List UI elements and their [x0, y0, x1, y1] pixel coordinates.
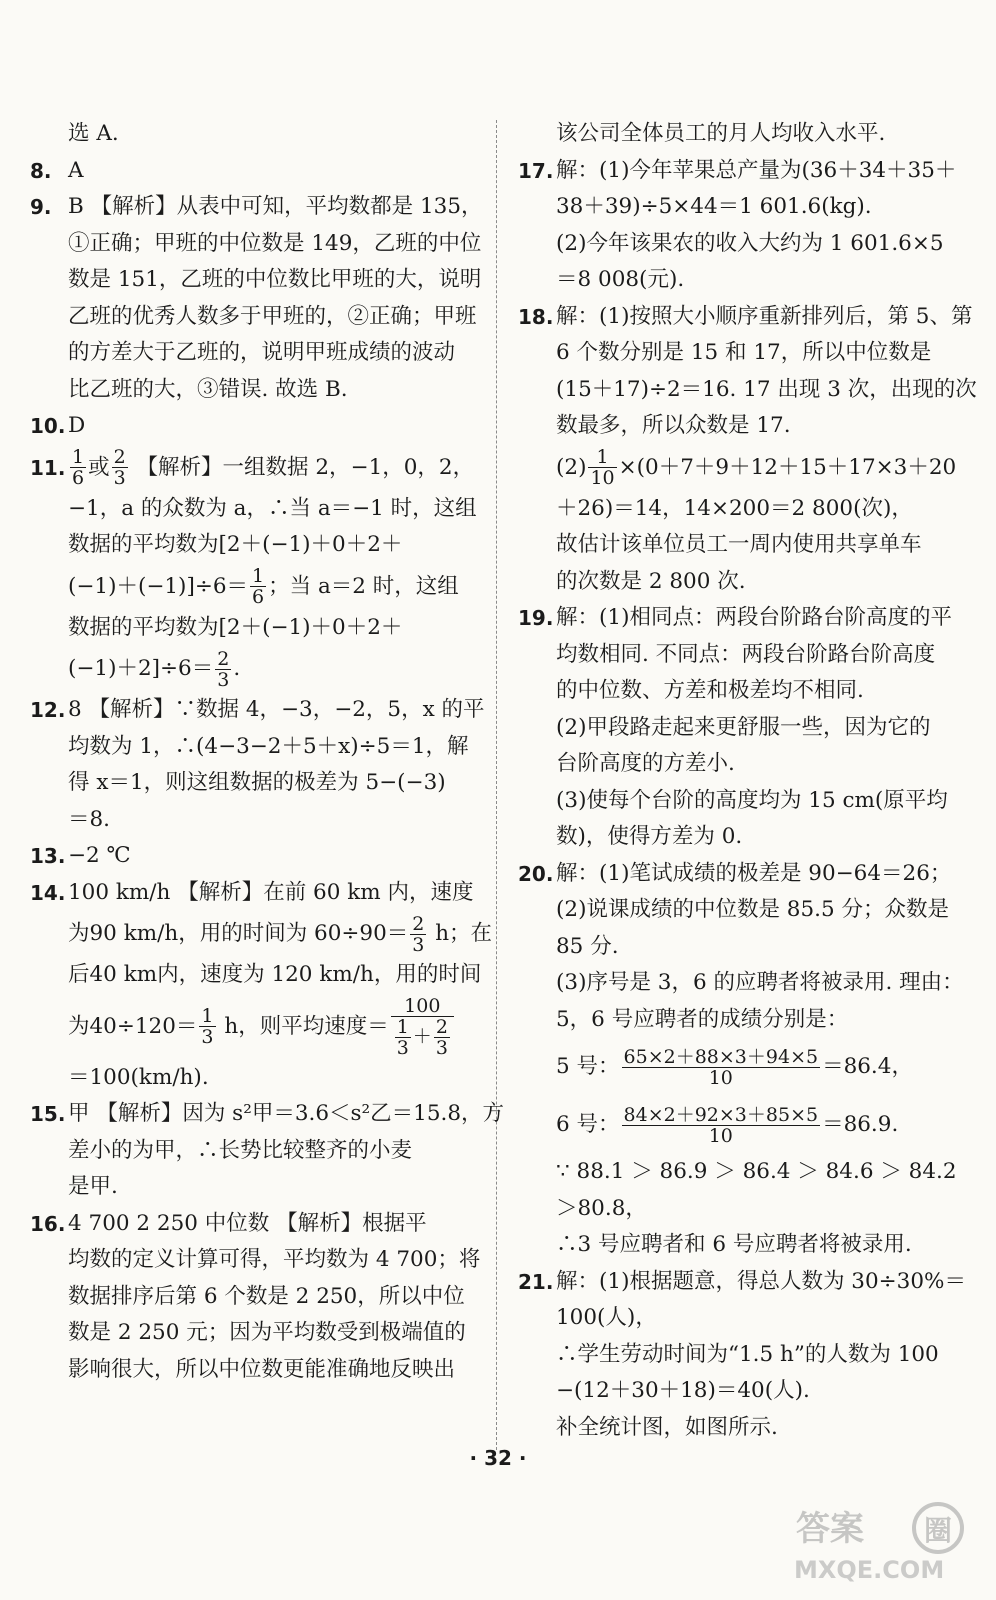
- line: 5，6 号应聘者的成绩分别是：: [556, 1006, 849, 1032]
- line: 差小的为甲，∴长势比较整齐的小麦: [68, 1137, 413, 1163]
- line: 为90 km/h，用的时间为 60÷90＝ $\frac{2}{3}$ h；在: [68, 912, 493, 956]
- line: 均数为 1，∴(4−3−2＋5＋x)÷5＝1，解: [68, 733, 469, 759]
- left-column: [30, 116, 505, 1388]
- answer-17: 17. 解：(1)今年苹果总产量为(36＋34＋35＋ 38＋39)÷5×44＝1 601.6(kg). (2)今年该果农的收入大约为 1 601.6×5 ＝8 008(元).: [518, 153, 968, 299]
- line: 均数相同. 不同点：两段台阶路台阶高度: [556, 641, 936, 667]
- answer-13: 13. −2 ℃: [30, 843, 131, 868]
- line: ＝8.: [68, 806, 111, 832]
- line: −1，a 的众数为 a，∴当 a＝−1 时，这组: [68, 495, 477, 521]
- page-number: · 32 ·: [469, 1446, 527, 1470]
- line: ①正确；甲班的中位数是 149，乙班的中位: [68, 230, 482, 256]
- line: 补全统计图，如图所示.: [556, 1414, 778, 1440]
- line: (2) $\frac{1}{10}$ ×(0＋7＋9＋12＋15＋17×3＋20: [556, 446, 957, 489]
- watermark-badge-text: 圈: [924, 1514, 953, 1547]
- line: 100(人)，: [556, 1305, 657, 1330]
- line: 6 个数分别是 15 和 17，所以中位数是: [556, 340, 932, 365]
- line: (2)甲段路走起来更舒服一些，因为它的: [556, 714, 931, 740]
- fraction: $\frac{1}{10}$: [590, 446, 615, 489]
- line: 影响很大，所以中位数更能准确地反映出: [68, 1356, 456, 1382]
- answer-9: 9. B 【解析】从表中可知，平均数都是 135， ①正确；甲班的中位数是 149，乙班的中位 数是 151，乙班的中位数比甲班的大，说明 乙班的优秀人数多于甲班的，②正确；甲班 的方差大于乙班的，说明甲班成绩的波动 比乙班的大，③错误. 故选 B.: [30, 189, 478, 408]
- right-column: [518, 116, 977, 1446]
- line: 均数的定义计算可得，平均数为 4 700；将: [68, 1247, 481, 1272]
- fraction: $\frac{1}{6}$: [252, 565, 265, 608]
- line: 解：(1)今年苹果总产量为(36＋34＋35＋: [556, 157, 957, 183]
- fraction: $\frac{65\times 2+88\times 3+94\times 5}{10}$: [623, 1045, 819, 1089]
- line: 解：(1)相同点：两段台阶路台阶高度的平: [556, 605, 952, 630]
- line: 5 号： $\frac{65\times 2+88\times 3+94\times 5}{10}$ ＝86.4，: [556, 1045, 913, 1089]
- fraction: $\frac{2}{3}$: [412, 912, 425, 956]
- line: 比乙班的大，③错误. 故选 B.: [68, 376, 348, 402]
- line: ∴学生劳动时间为“1.5 h”的人数为 100: [556, 1341, 939, 1367]
- answer-11: 11. $\frac{1}{6}$ 或 $\frac{2}{3}$ 【解析】一组数据 2，−1，0，2， −1，a 的众数为 a，∴当 a＝−1 时，这组 数据的平均数为[2＋(−1)＋0＋2＋ (−1)＋(−1)]÷6＝ $\frac{1}{6}$ ；当 a＝2 时，这组 数据的平均数为[2＋(−1)＋0＋2＋ (−1)＋2]÷6＝ $\frac{2}{3}$ .: [30, 446, 477, 691]
- line: 解：(1)按照大小顺序重新排列后，第 5、第: [556, 303, 973, 329]
- line: 数)，使得方差为 0.: [556, 824, 743, 849]
- line: $\frac{1}{6}$ 或 $\frac{2}{3}$ 【解析】一组数据 2，−1，0，2，: [72, 446, 475, 489]
- line: ＞80.8，: [556, 1195, 647, 1221]
- line: 得 x＝1，则这组数据的极差为 5−(−3): [68, 770, 446, 795]
- line: ＝100(km/h).: [68, 1064, 209, 1090]
- line: 数据的平均数为[2＋(−1)＋0＋2＋: [68, 614, 403, 640]
- answer-8: 8. A: [30, 157, 84, 183]
- complex-fraction: 100 $\frac{1}{3}$ ＋ $\frac{2}{3}$: [391, 996, 454, 1058]
- answer-19: 19. 解：(1)相同点：两段台阶路台阶高度的平 均数相同. 不同点：两段台阶路台阶高度 的中位数、方差和极差均不相同. (2)甲段路走起来更舒服一些，因为它的 台阶高度的方差小. (3)使每个台阶的高度均为 15 cm(原平均 数)，使得方差为 0.: [518, 600, 968, 856]
- line: 6 号： $\frac{84\times 2+92\times 3+85\times 5}{10}$ ＝86.9.: [556, 1103, 899, 1147]
- line: 4 700 2 250 中位数 【解析】根据平: [68, 1210, 427, 1236]
- line: 台阶高度的方差小.: [556, 751, 735, 776]
- watermark-url-text: MXQE.COM: [794, 1556, 945, 1584]
- line: (3)序号是 3，6 的应聘者将被录用. 理由：: [556, 970, 964, 995]
- line: ＋26)＝14，14×200＝2 800(次)，: [556, 495, 913, 521]
- line: 为40÷120＝ $\frac{1}{3}$ h，则平均速度＝ 100 $\frac{1}{3}$ ＋ $\frac{2}{3}$: [68, 994, 478, 1060]
- line: (−1)＋(−1)]÷6＝ $\frac{1}{6}$ ；当 a＝2 时，这组: [68, 565, 459, 608]
- line: (−1)＋2]÷6＝ $\frac{2}{3}$ .: [68, 647, 241, 691]
- watermark-top-text: 答案: [796, 1509, 864, 1549]
- line: ∵ 88.1 ＞ 86.9 ＞ 86.4 ＞ 84.6 ＞ 84.2: [556, 1159, 957, 1184]
- answer-10: 10. D: [30, 413, 86, 438]
- fraction: $\frac{1}{3}$: [201, 1005, 214, 1048]
- answer-21: 21. 解：(1)根据题意，得总人数为 30÷30%＝ 100(人)， ∴学生劳动时间为“1.5 h”的人数为 100 −(12＋30＋18)＝40(人). 补全统计图，如图所示.: [518, 1264, 968, 1447]
- watermark-logo: [788, 1496, 978, 1586]
- line: 数据的平均数为[2＋(−1)＋0＋2＋: [68, 532, 403, 557]
- line: 85 分.: [556, 933, 619, 959]
- line: 38＋39)÷5×44＝1 601.6(kg).: [556, 194, 872, 219]
- answer-14: 14. 100 km/h 【解析】在前 60 km 内，速度 为90 km/h，用的时间为 60÷90＝ $\frac{2}{3}$ h；在 后40 km内，速度为 120 km/h，用的时间 为40÷120＝ $\frac{1}{3}$ h，则平均速度＝ 100 $\frac{1}{3}$ ＋ $\frac{2}{3}$ ＝100(km/h).: [30, 875, 478, 1097]
- line: 数是 151，乙班的中位数比甲班的大，说明: [68, 267, 482, 292]
- line: 故估计该单位员工一周内使用共享单车: [556, 532, 922, 557]
- continuation-line: 该公司全体员工的月人均收入水平.: [556, 121, 886, 146]
- line: (2)说课成绩的中位数是 85.5 分；众数是: [556, 897, 949, 922]
- fraction: $\frac{2}{3}$: [113, 446, 126, 489]
- answer-18: 18. 解：(1)按照大小顺序重新排列后，第 5、第 6 个数分别是 15 和 17，所以中位数是 (15＋17)÷2＝16. 17 出现 3 次，出现的次 数最多，所以众数是 17. (2) $\frac{1}{10}$ ×(0＋7＋9＋12＋15＋17×3＋20 ＋26)＝14，14×200＝2 800(次)， 故估计该单位员工一周内使用共享单车 的次数是 2 800 次.: [518, 299, 968, 601]
- line: (3)使每个台阶的高度均为 15 cm(原平均: [556, 787, 948, 813]
- fraction: $\frac{1}{6}$: [72, 446, 85, 489]
- line: ＝8 008(元).: [556, 267, 685, 292]
- line: −(12＋30＋18)＝40(人).: [556, 1378, 810, 1403]
- line: ∴3 号应聘者和 6 号应聘者将被录用.: [556, 1232, 912, 1257]
- line: 的次数是 2 800 次.: [556, 568, 746, 594]
- line: 解：(1)根据题意，得总人数为 30÷30%＝: [556, 1268, 966, 1294]
- line: 100 km/h 【解析】在前 60 km 内，速度: [68, 879, 474, 905]
- line: 乙班的优秀人数多于甲班的，②正确；甲班: [68, 303, 477, 329]
- line: 数据排序后第 6 个数是 2 250，所以中位: [68, 1283, 465, 1309]
- line: 解：(1)笔试成绩的极差是 90−64＝26；: [556, 860, 952, 886]
- line: 是甲.: [68, 1174, 118, 1199]
- line: (15＋17)÷2＝16. 17 出现 3 次，出现的次: [556, 376, 977, 402]
- answer-20: 20. 解：(1)笔试成绩的极差是 90−64＝26； (2)说课成绩的中位数是 85.5 分；众数是 85 分. (3)序号是 3，6 的应聘者将被录用. 理由： 5，6 号应聘者的成绩分别是： 5 号： $\frac{65\times 2+88\times 3+94\times 5}{10}$ ＝86.4， 6 号： $\frac{84\times 2+92\times 3+85\times 5}{10}$ ＝86.9. ∵ 88.1 ＞ 86.9 ＞ 86.4 ＞ 84.6 ＞ 84.2 ＞80.8， ∴3 号应聘者和 6 号应聘者将被录用.: [518, 856, 968, 1264]
- line: 8 【解析】∵数据 4，−3，−2，5，x 的平: [68, 697, 485, 722]
- line: 数最多，所以众数是 17.: [556, 413, 791, 438]
- fraction: $\frac{2}{3}$: [435, 1015, 448, 1059]
- answer-16: 16. 4 700 2 250 中位数 【解析】根据平 均数的定义计算可得，平均数为 4 700；将 数据排序后第 6 个数是 2 250，所以中位 数是 2 250 元；因为平均数受到极端值的 影响很大，所以中位数更能准确地反映出: [30, 1206, 478, 1389]
- line: 的方差大于乙班的，说明甲班成绩的波动: [68, 340, 456, 365]
- fraction: $\frac{84\times 2+92\times 3+85\times 5}{10}$: [623, 1103, 819, 1147]
- answer-15: 15. 甲 【解析】因为 s²甲＝3.6＜s²乙＝15.8，方 差小的为甲，∴长势比较整齐的小麦 是甲.: [30, 1096, 478, 1206]
- fraction: $\frac{2}{3}$: [217, 647, 230, 691]
- line: B 【解析】从表中可知，平均数都是 135，: [68, 194, 483, 219]
- column-divider: [496, 120, 497, 1450]
- answer-12: 12. 8 【解析】∵数据 4，−3，−2，5，x 的平 均数为 1，∴(4−3−2＋5＋x)÷5＝1，解 得 x＝1，则这组数据的极差为 5−(−3) ＝8.: [30, 692, 478, 838]
- line: 数是 2 250 元；因为平均数受到极端值的: [68, 1320, 466, 1345]
- line: 后40 km内，速度为 120 km/h，用的时间: [68, 962, 482, 987]
- continuation-line: 选 A.: [68, 121, 119, 146]
- line: (2)今年该果农的收入大约为 1 601.6×5: [556, 230, 944, 256]
- fraction: $\frac{1}{3}$: [396, 1015, 409, 1059]
- line: 甲 【解析】因为 s²甲＝3.6＜s²乙＝15.8，方: [68, 1101, 505, 1126]
- line: 的中位数、方差和极差均不相同.: [556, 678, 864, 703]
